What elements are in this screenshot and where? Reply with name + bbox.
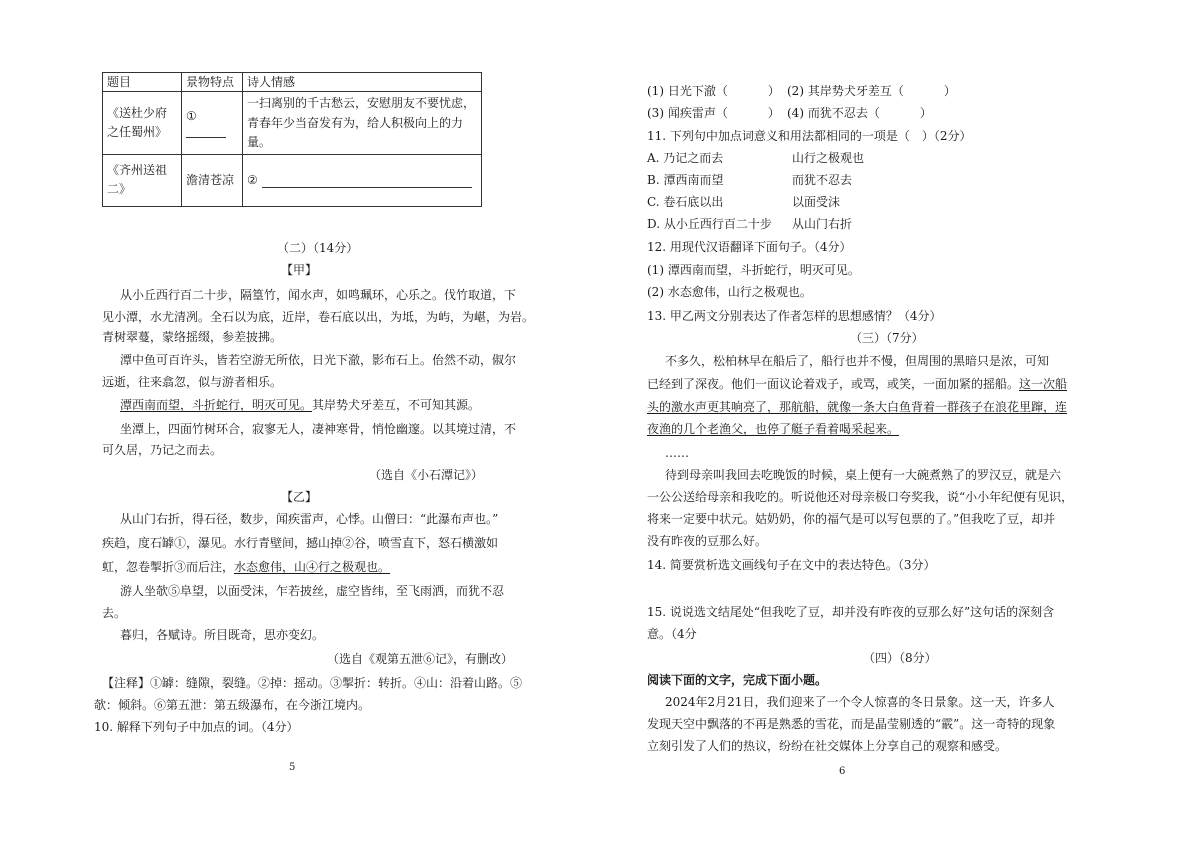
table-cell [243,154,482,206]
passage-source: （选自《观第五泄⑥记》，有删改） [327,652,514,666]
q10-item [647,84,780,98]
section-heading: （二）（14分） [277,241,359,255]
q10-item-text: (1) 日光下澈（ [647,84,728,98]
passage-line: 将来一定要中状元。姑奶奶，你的福气是可以写包票的了。”但我吃了豆，却并 [647,512,1056,526]
q10-item [647,106,780,120]
question-10: 10. 解释下列句子中加点的词。（4分） [94,720,299,734]
blank-number: ② [247,173,258,188]
passage-line: 疾趋，度石罅①，瀑见。水行青壁间，撼山掉②谷，喷雪直下，怒石横激如 [102,536,499,550]
passage-line: 待到母亲叫我回去吃晚饭的时候，桌上便有一大碗煮熟了的罗汉豆，就是六 [665,468,1062,482]
option-d-compare: 从山门右折 [792,217,853,231]
passage-line: 坐潭上，四面竹树环合，寂寥无人，凄神寒骨，悄怆幽邃。以其境过清，不 [120,422,517,436]
underlined-sentence: 水态愈伟，山④行之极观也。 [234,560,391,574]
underlined-sentence: 这一次船 [1019,377,1068,391]
table-header-row [103,73,482,92]
answer-space[interactable] [904,87,944,98]
right-page [600,0,1200,848]
underlined-sentence: 潭西南而望，斗折蛇行，明灭可见。 [120,398,313,412]
page-number: 5 [289,762,296,773]
question-15-cont: 意。（4分 [647,627,697,641]
paren-close: ） [919,106,932,120]
option-c[interactable]: C. 卷石底以出 [647,195,724,209]
table-header: 诗人情感 [243,73,482,92]
answer-blank[interactable] [186,126,226,138]
passage-line: 从小丘西行百二十步，隔篁竹，闻水声，如鸣珮环，心乐之。伐竹取道，下 [120,288,517,302]
passage-line: 暮归，各赋诗。所目既奇，思亦变幻。 [120,628,325,642]
q12-item: (1) 潭西南而望，斗折蛇行，明灭可见。 [647,263,860,277]
passage-line: 立刻引发了人们的热议，纷纷在社交媒体上分享自己的观察和感受。 [647,739,1008,753]
q10-item-text: (2) 其岸势犬牙差互（ [787,84,904,98]
q10-item-text: (4) 而犹不忍去（ [787,106,880,120]
passage-line: 见小潭，水尤清冽。全石以为底，近岸，卷石底以出，为坻，为屿，为嵁，为岩。 [102,310,535,324]
q10-item [787,84,956,98]
option-a-compare: 山行之极观也 [792,151,865,165]
passage-line: 发现天空中飘落的不再是熟悉的雪花，而是晶莹剔透的“霰”。这一奇特的现象 [647,717,1056,731]
table-row [103,154,482,206]
passage-line: 青树翠蔓，蒙络摇缀，参差披拂。 [102,330,283,344]
paren-close: ） [767,84,780,98]
passage-line: 不多久，松柏林早在船后了，船行也并不慢，但周围的黑暗只是浓，可知 [665,354,1050,368]
table-cell [182,92,243,155]
page-number: 6 [839,766,846,777]
table-row [103,92,482,155]
passage-line: 没有昨夜的豆那么好。 [647,534,768,548]
note-line: 欹：倾斜。⑥第五泄：第五级瀑布，在今浙江境内。 [94,698,371,712]
option-d[interactable]: D. 从小丘西行百二十步 [647,217,772,231]
q10-item [787,106,932,120]
passage-line [120,398,480,412]
question-13: 13. 甲乙两文分别表达了作者怎样的思想感情？（4分） [647,309,942,323]
passage-line [647,377,1067,391]
passage-line: 从山门右折，得石径，数步，闻疾雷声，心悸。山僧曰：“此瀑布声也。” [120,512,499,526]
option-a[interactable]: A. 乃记之而去 [647,151,724,165]
question-14: 14. 简要赏析选文画线句子在文中的表达特色。（3分） [647,558,936,572]
option-b-compare: 而犹不忍去 [792,173,853,187]
reading-instruction: 阅读下面的文字，完成下面小题。 [647,673,828,687]
passage-line: 去。 [102,606,127,620]
table-header: 题目 [103,73,182,92]
passage-text: 已经到了深夜。他们一面议论着戏子，或骂，或笑，一面加紧的摇船。 [647,377,1020,391]
section-heading: （三）（7分） [850,331,924,345]
table-cell: 《送杜少府之任蜀州》 [103,92,182,155]
table-header: 景物特点 [182,73,243,92]
q10-item-text: (3) 闻疾雷声（ [647,106,728,120]
q12-item: (2) 水态愈伟，山行之极观也。 [647,285,812,299]
passage-line: 远逝，往来翕忽，似与游者相乐。 [102,375,283,389]
passage-line [102,560,390,574]
passage-label-yi: 【乙】 [281,490,318,504]
passage-line: 2024年2月21日，我们迎来了一个令人惊喜的冬日景象。这一天，许多人 [665,695,1055,709]
underlined-sentence: 夜渔的几个老渔父，也停了艇子看着喝采起来。 [647,422,900,436]
paren-close: ） [767,106,780,120]
table-cell: 《齐州送祖二》 [103,154,182,206]
option-b[interactable]: B. 潭西南而望 [647,173,724,187]
question-12: 12. 用现代汉语翻译下面句子。（4分） [647,240,852,254]
ellipsis: …… [665,446,689,460]
passage-line: 可久居，乃记之而去。 [102,443,223,457]
answer-space[interactable] [880,109,920,120]
passage-line: 潭中鱼可百许头，皆若空游无所依，日光下澈，影布石上。佁然不动，俶尔 [120,353,517,367]
note-line: 【注释】①罅：缝隙，裂缝。②掉：摇动。③掣折：转折。④山：沿着山路。⑤ [102,676,523,690]
underlined-sentence: 头的激水声更其响亮了，那航船，就像一条大白鱼背着一群孩子在浪花里蹿，连 [647,400,1068,414]
poem-comparison-table [102,72,482,207]
passage-label-jia: 【甲】 [281,263,318,277]
section-heading: （四）（8分） [863,651,937,665]
passage-line: 游人坐欹⑤阜望，以面受沫，乍若披丝，虚空皆纬，至飞雨洒，而犹不忍 [120,584,505,598]
blank-number: ① [186,108,197,123]
passage-source: （选自《小石潭记》） [369,468,484,482]
table-cell: 澹清苍凉 [182,154,243,206]
passage-text: 其岸势犬牙差互，不可知其源。 [312,398,481,412]
answer-blank[interactable] [262,176,472,188]
question-11: 11. 下列句中加点词意义和用法都相同的一项是（ ）（2分） [647,129,972,143]
answer-space[interactable] [728,87,768,98]
option-c-compare: 以面受沫 [792,195,841,209]
passage-line: 一公公送给母亲和我吃的。听说他还对母亲极口夸奖我，说“小小年纪便有见识， [647,490,1074,504]
paren-close: ） [943,84,956,98]
passage-text: 虹，忽卷掣折③而后注， [102,560,235,574]
answer-space[interactable] [728,109,768,120]
question-15: 15. 说说选文结尾处“但我吃了豆，却并没有昨夜的豆那么好”这句话的深刻含 [647,605,1055,619]
table-cell: 一扫离别的千古愁云，安慰朋友不要忧虑，青春年少当奋发有为，给人积极向上的力量。 [243,92,482,155]
